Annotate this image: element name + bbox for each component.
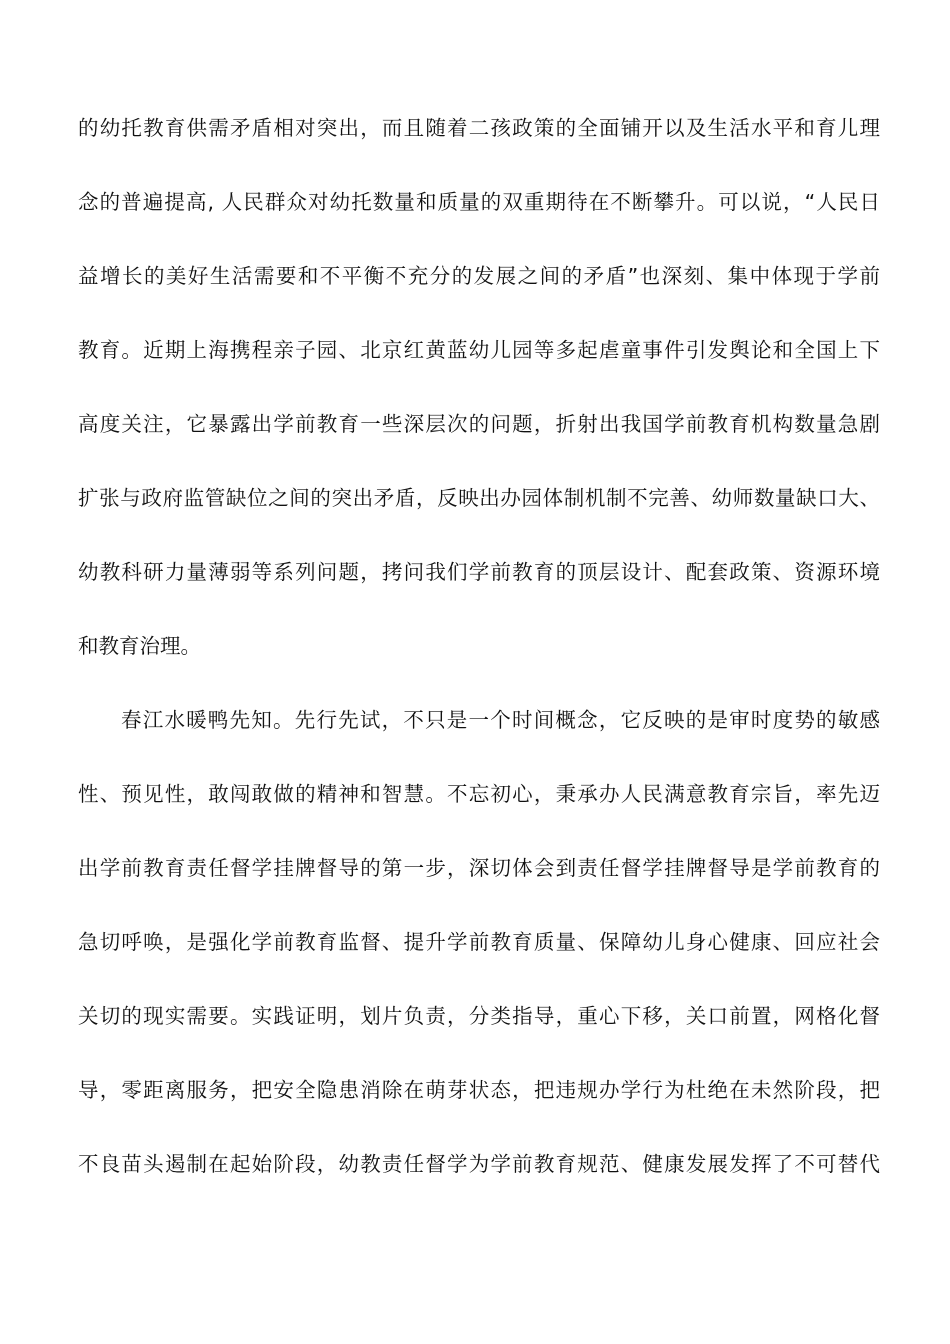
paragraph-1-line-7: 幼教科研力量薄弱等系列问题，拷问我们学前教育的顶层设计、配套政策、资源环境 [78, 560, 880, 584]
paragraph-1-line-6: 扩张与政府监管缺位之间的突出矛盾，反映出办园体制机制不完善、幼师数量缺口大、 [78, 486, 880, 510]
paragraph-1-line-2: 念的普遍提高, 人民群众对幼托数量和质量的双重期待在不断攀升。可以说，“人民日 [78, 190, 880, 214]
paragraph-1-line-3: 益增长的美好生活需要和不平衡不充分的发展之间的矛盾”也深刻、集中体现于学前 [78, 264, 880, 288]
paragraph-2-line-4: 急切呼唤，是强化学前教育监督、提升学前教育质量、保障幼儿身心健康、回应社会 [78, 930, 880, 954]
paragraph-2-line-2: 性、预见性，敢闯敢做的精神和智慧。不忘初心，秉承办人民满意教育宗旨，率先迈 [78, 782, 880, 806]
paragraph-2-line-3: 出学前教育责任督学挂牌督导的第一步，深切体会到责任督学挂牌督导是学前教育的 [78, 856, 880, 880]
paragraph-2-line-6: 导，零距离服务，把安全隐患消除在萌芽状态，把违规办学行为杜绝在未然阶段，把 [78, 1078, 880, 1102]
paragraph-2-line-7: 不良苗头遏制在起始阶段，幼教责任督学为学前教育规范、健康发展发挥了不可替代 [78, 1152, 880, 1176]
paragraph-1-line-5: 高度关注，它暴露出学前教育一些深层次的问题，折射出我国学前教育机构数量急剧 [78, 412, 880, 436]
paragraph-1-line-4: 教育。近期上海携程亲子园、北京红黄蓝幼儿园等多起虐童事件引发舆论和全国上下 [78, 338, 880, 362]
paragraph-1-line-1: 的幼托教育供需矛盾相对突出，而且随着二孩政策的全面铺开以及生活水平和育儿理 [78, 116, 880, 140]
paragraph-1-line-8: 和教育治理。 [78, 634, 201, 658]
paragraph-2-line-1: 春江水暖鸭先知。先行先试，不只是一个时间概念，它反映的是审时度势的敏感 [121, 708, 880, 732]
paragraph-2-line-5: 关切的现实需要。实践证明，划片负责，分类指导，重心下移，关口前置，网格化督 [78, 1004, 880, 1028]
